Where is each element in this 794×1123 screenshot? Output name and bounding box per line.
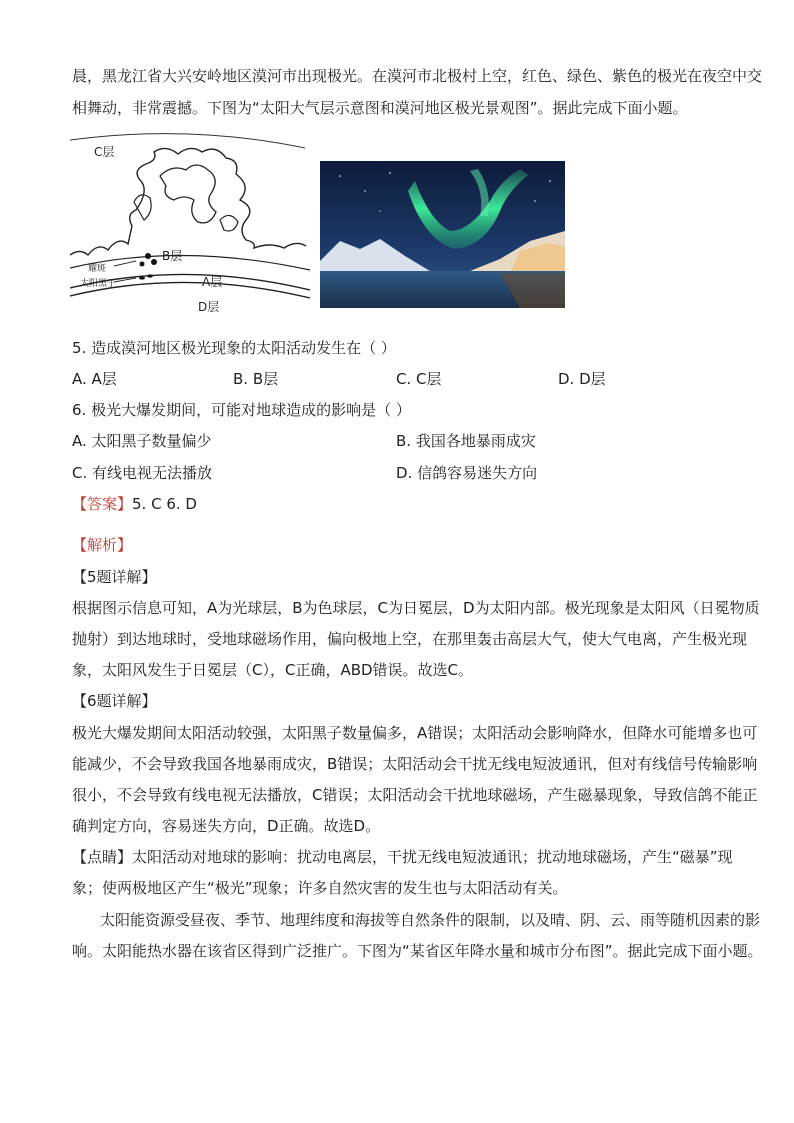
detail-6-title: 【6题详解】 xyxy=(72,692,157,710)
tip-line-2: 象；使两极地区产生“极光”现象；许多自然灾害的发生也与太阳活动有关。 xyxy=(72,879,568,897)
a-layer-label: A层 xyxy=(202,275,223,289)
tip-text-1: 太阳活动对地球的影响：扰动电离层，干扰无线电短波通讯；扰动地球磁场，产生“磁暴”现 xyxy=(132,848,733,866)
flare-label: 耀斑 xyxy=(88,264,107,274)
tip-label: 【点睛】 xyxy=(72,848,133,866)
answer-text: 5. C 6. D xyxy=(132,495,197,513)
q6-option-b: B. 我国各地暴雨成灾 xyxy=(396,432,536,450)
analysis-label: 【解析】 xyxy=(72,536,133,554)
flare-dot xyxy=(145,253,151,259)
intro-line-1: 晨，黑龙江省大兴安岭地区漠河市出现极光。在漠河市北极村上空，红色、绿色、紫色的极光在夜空中交 xyxy=(72,67,763,85)
intro-line-2: 相舞动，非常震撼。下图为“太阳大气层示意图和漠河地区极光景观图”。据此完成下面小题。 xyxy=(72,99,688,117)
detail-6-line-3: 很小，不会导致有线电视无法播放，C错误；太阳活动会干扰地球磁场，产生磁暴现象，导致信鸽不能正 xyxy=(72,786,758,804)
answer-line xyxy=(72,494,197,514)
sunspot-dot xyxy=(139,276,145,279)
detail-5-line-3: 象，太阳风发生于日冕层（C），C正确，ABD错误。故选C。 xyxy=(72,661,474,679)
answer-label: 【答案】 xyxy=(72,495,133,513)
prominence-inner xyxy=(160,165,216,223)
c-layer-label: C层 xyxy=(94,145,115,159)
b-layer-label: B层 xyxy=(162,249,183,263)
detail-5-line-2: 抛射）到达地球时，受地球磁场作用，偏向极地上空，在那里轰击高层大气，使大气电离，产生极光现 xyxy=(72,630,748,648)
sunspot-label: 太阳黑子 xyxy=(80,279,117,289)
q5-stem: 5. 造成漠河地区极光现象的太阳活动发生在（ ） xyxy=(72,339,396,357)
next-passage-line-1: 太阳能资源受昼夜、季节、地理纬度和海拔等自然条件的限制，以及晴、阴、云、雨等随机因素的影 xyxy=(100,911,761,929)
detail-5-line-1: 根据图示信息可知，A为光球层，B为色球层，C为日冕层，D为太阳内部。极光现象是太阳风（日冕物质 xyxy=(72,599,760,617)
q6-stem: 6. 极光大爆发期间，可能对地球造成的影响是（ ） xyxy=(72,401,411,419)
tip-line-1 xyxy=(72,847,733,867)
detail-6-line-2: 能减少，不会导致我国各地暴雨成灾，B错误；太阳活动会干扰无线电短波通讯，但对有线信号传输影响 xyxy=(72,755,758,773)
prominence-outline xyxy=(70,148,306,255)
q6-option-c: C. 有线电视无法播放 xyxy=(72,464,213,482)
q6-option-d: D. 信鸽容易迷失方向 xyxy=(396,464,538,482)
aurora-photo xyxy=(320,161,565,308)
detail-6-line-4: 确判定方向，容易迷失方向，D正确。故选D。 xyxy=(72,817,381,835)
solar-atmosphere-diagram xyxy=(70,130,310,320)
next-passage-line-2: 响。太阳能热水器在该省区得到广泛推广。下图为“某省区年降水量和城市分布图”。据此完成下面小题。 xyxy=(72,942,763,960)
q5-option-a: A. A层 xyxy=(72,370,117,388)
q5-option-c: C. C层 xyxy=(396,370,442,388)
q5-option-b: B. B层 xyxy=(233,370,279,388)
detail-5-title: 【5题详解】 xyxy=(72,568,157,586)
detail-6-line-1: 极光大爆发期间太阳活动较强，太阳黑子数量偏多，A错误；太阳活动会影响降水，但降水可能增多也可 xyxy=(72,724,758,742)
d-layer-label: D层 xyxy=(198,300,220,314)
q6-option-a: A. 太阳黑子数量偏少 xyxy=(72,432,212,450)
q5-option-d: D. D层 xyxy=(558,370,606,388)
